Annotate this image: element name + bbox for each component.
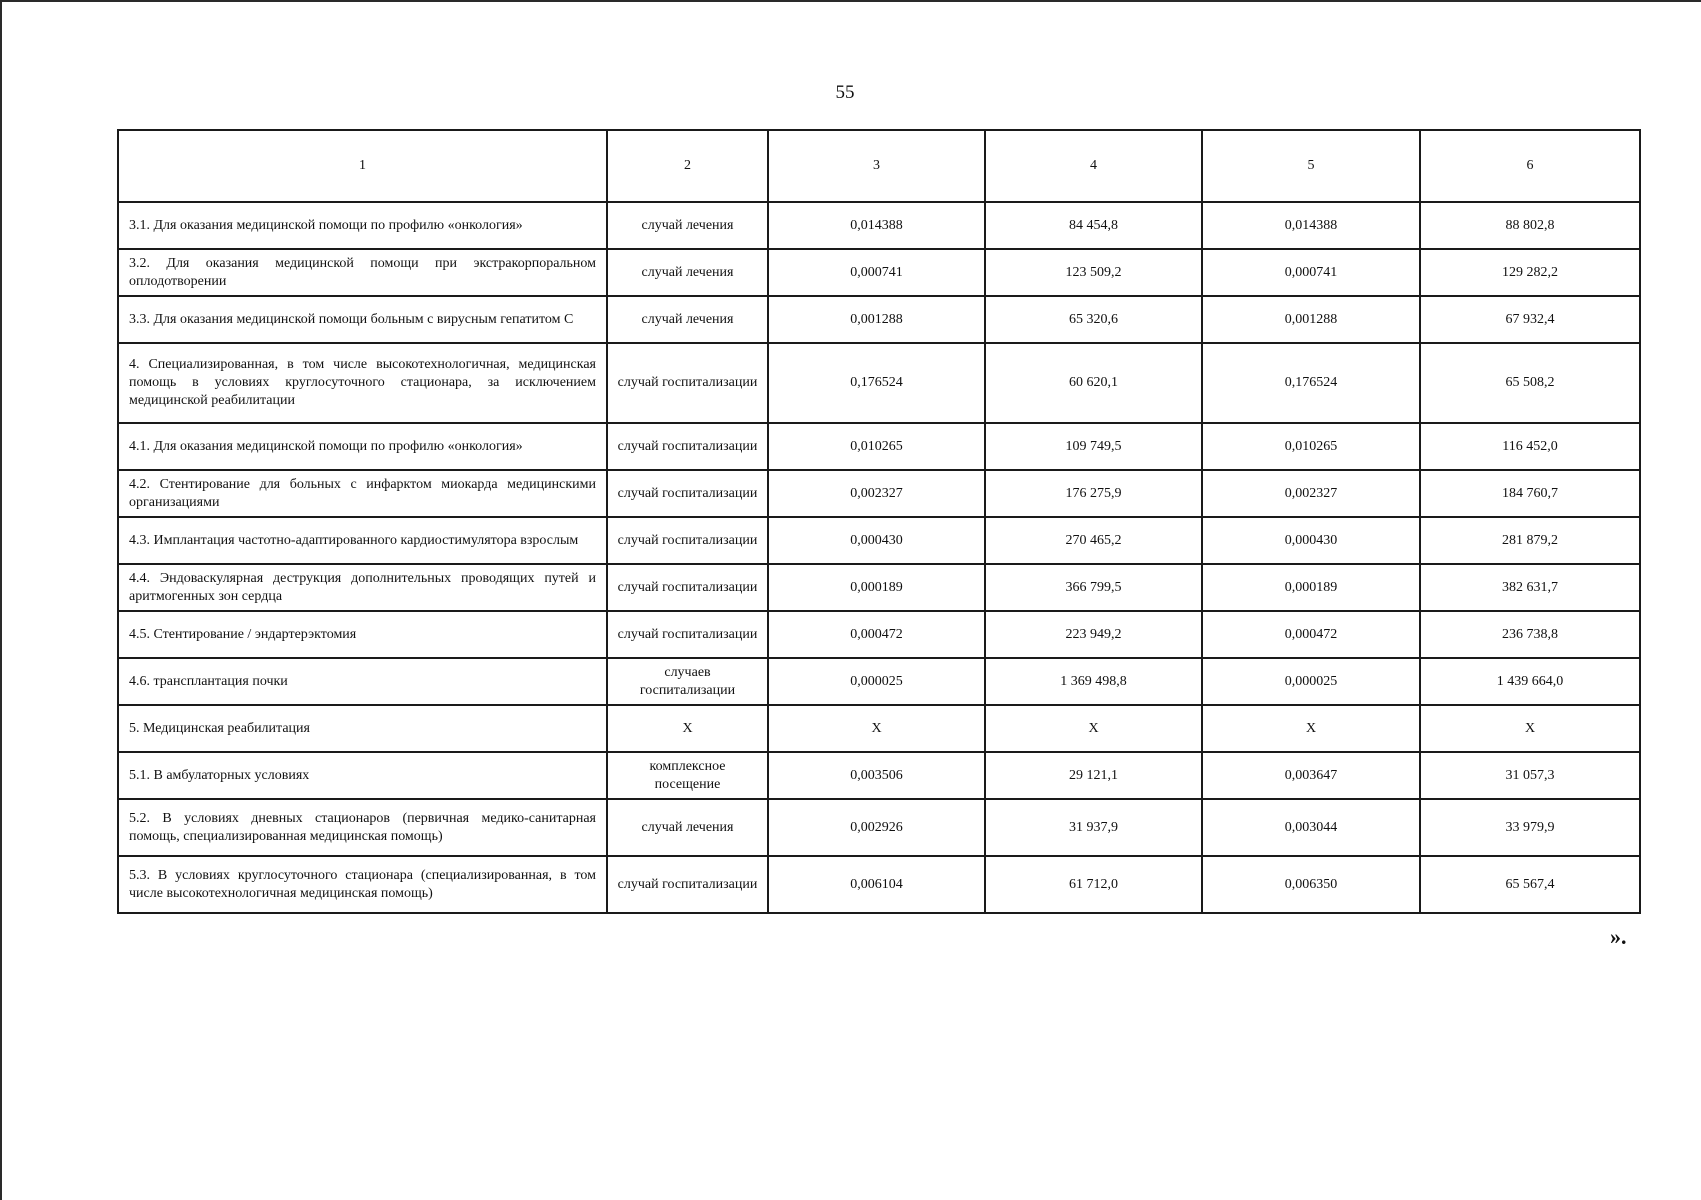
row-description: 3.1. Для оказания медицинской помощи по профилю «онкология» [118, 202, 607, 249]
row-description: 4.4. Эндоваскулярная деструкция дополнительных проводящих путей и аритмогенных зон сердца [118, 564, 607, 611]
unit-cell: случай госпитализации [607, 423, 768, 470]
row-description: 4.2. Стентирование для больных с инфарктом миокарда медицинскими организациями [118, 470, 607, 517]
value-cell: 0,000189 [1202, 564, 1420, 611]
scan-edge-top [0, 0, 1701, 2]
value-cell: 31 057,3 [1420, 752, 1640, 799]
value-cell: 60 620,1 [985, 343, 1202, 423]
value-cell: 0,002327 [768, 470, 985, 517]
value-cell: Х [985, 705, 1202, 752]
row-description: 3.2. Для оказания медицинской помощи при экстракорпоральном оплодотворении [118, 249, 607, 296]
row-description: 5.3. В условиях круглосуточного стационара (специализированная, в том числе высокотехнологичная медицинская помощь) [118, 856, 607, 913]
unit-cell: случай госпитализации [607, 470, 768, 517]
column-number: 2 [607, 130, 768, 202]
value-cell: 29 121,1 [985, 752, 1202, 799]
table-row [118, 296, 1640, 343]
row-description: 4.6. трансплантация почки [118, 658, 607, 705]
table-row [118, 658, 1640, 705]
unit-cell: случай лечения [607, 249, 768, 296]
value-cell: 61 712,0 [985, 856, 1202, 913]
unit-cell: случай лечения [607, 799, 768, 856]
data-table [117, 129, 1641, 914]
value-cell: 184 760,7 [1420, 470, 1640, 517]
value-cell: 0,001288 [768, 296, 985, 343]
value-cell: 0,000189 [768, 564, 985, 611]
table-row [118, 752, 1640, 799]
value-cell: 84 454,8 [985, 202, 1202, 249]
row-description: 4.5. Стентирование / эндартерэктомия [118, 611, 607, 658]
value-cell: Х [1202, 705, 1420, 752]
value-cell: 0,003647 [1202, 752, 1420, 799]
row-description: 4.3. Имплантация частотно-адаптированного кардиостимулятора взрослым [118, 517, 607, 564]
table-row [118, 564, 1640, 611]
value-cell: 0,002926 [768, 799, 985, 856]
row-description: 5.2. В условиях дневных стационаров (первичная медико-санитарная помощь, специализированная медицинская помощь) [118, 799, 607, 856]
column-number-row [118, 130, 1640, 202]
column-number: 5 [1202, 130, 1420, 202]
column-number: 1 [118, 130, 607, 202]
table-row [118, 705, 1640, 752]
unit-cell: случаев госпитализации [607, 658, 768, 705]
value-cell: 0,003506 [768, 752, 985, 799]
value-cell: 123 509,2 [985, 249, 1202, 296]
value-cell: 281 879,2 [1420, 517, 1640, 564]
value-cell: 0,003044 [1202, 799, 1420, 856]
value-cell: 366 799,5 [985, 564, 1202, 611]
value-cell: 0,000472 [768, 611, 985, 658]
value-cell: 1 369 498,8 [985, 658, 1202, 705]
table-row [118, 799, 1640, 856]
column-number: 6 [1420, 130, 1640, 202]
value-cell: 0,014388 [768, 202, 985, 249]
value-cell: 0,000741 [1202, 249, 1420, 296]
row-description: 5.1. В амбулаторных условиях [118, 752, 607, 799]
value-cell: Х [1420, 705, 1640, 752]
row-description: 4. Специализированная, в том числе высокотехнологичная, медицинская помощь в условиях круглосуточного стационара, за исключением медицинской реабилитации [118, 343, 607, 423]
value-cell: 270 465,2 [985, 517, 1202, 564]
value-cell: 0,006104 [768, 856, 985, 913]
value-cell: 0,001288 [1202, 296, 1420, 343]
table-row [118, 343, 1640, 423]
unit-cell: случай госпитализации [607, 343, 768, 423]
unit-cell: случай лечения [607, 202, 768, 249]
value-cell: 0,000430 [1202, 517, 1420, 564]
column-number: 3 [768, 130, 985, 202]
value-cell: Х [768, 705, 985, 752]
table-row [118, 856, 1640, 913]
value-cell: 0,176524 [1202, 343, 1420, 423]
value-cell: 0,006350 [1202, 856, 1420, 913]
table-row [118, 517, 1640, 564]
value-cell: 382 631,7 [1420, 564, 1640, 611]
value-cell: 0,002327 [1202, 470, 1420, 517]
unit-cell: случай лечения [607, 296, 768, 343]
value-cell: 0,000472 [1202, 611, 1420, 658]
value-cell: 67 932,4 [1420, 296, 1640, 343]
value-cell: 88 802,8 [1420, 202, 1640, 249]
value-cell: 0,000025 [768, 658, 985, 705]
row-description: 4.1. Для оказания медицинской помощи по профилю «онкология» [118, 423, 607, 470]
value-cell: 129 282,2 [1420, 249, 1640, 296]
table-row [118, 423, 1640, 470]
value-cell: 0,000025 [1202, 658, 1420, 705]
unit-cell: случай госпитализации [607, 856, 768, 913]
value-cell: 236 738,8 [1420, 611, 1640, 658]
unit-cell: случай госпитализации [607, 611, 768, 658]
value-cell: 65 508,2 [1420, 343, 1640, 423]
value-cell: 0,176524 [768, 343, 985, 423]
value-cell: 176 275,9 [985, 470, 1202, 517]
table-row [118, 470, 1640, 517]
column-number: 4 [985, 130, 1202, 202]
value-cell: 0,000741 [768, 249, 985, 296]
value-cell: 31 937,9 [985, 799, 1202, 856]
value-cell: 109 749,5 [985, 423, 1202, 470]
value-cell: 0,010265 [768, 423, 985, 470]
unit-cell: случай госпитализации [607, 564, 768, 611]
value-cell: 116 452,0 [1420, 423, 1640, 470]
value-cell: 0,010265 [1202, 423, 1420, 470]
scan-edge-left [0, 0, 2, 1200]
unit-cell: случай госпитализации [607, 517, 768, 564]
table-row [118, 249, 1640, 296]
value-cell: 223 949,2 [985, 611, 1202, 658]
value-cell: 0,000430 [768, 517, 985, 564]
unit-cell: комплексное посещение [607, 752, 768, 799]
table-row [118, 611, 1640, 658]
value-cell: 0,014388 [1202, 202, 1420, 249]
value-cell: 65 567,4 [1420, 856, 1640, 913]
value-cell: 1 439 664,0 [1420, 658, 1640, 705]
value-cell: 65 320,6 [985, 296, 1202, 343]
table-row [118, 202, 1640, 249]
value-cell: 33 979,9 [1420, 799, 1640, 856]
page-number: 55 [835, 82, 855, 103]
closing-quote-mark: ». [1610, 924, 1627, 949]
row-description: 3.3. Для оказания медицинской помощи больным с вирусным гепатитом С [118, 296, 607, 343]
row-description: 5. Медицинская реабилитация [118, 705, 607, 752]
unit-cell: Х [607, 705, 768, 752]
